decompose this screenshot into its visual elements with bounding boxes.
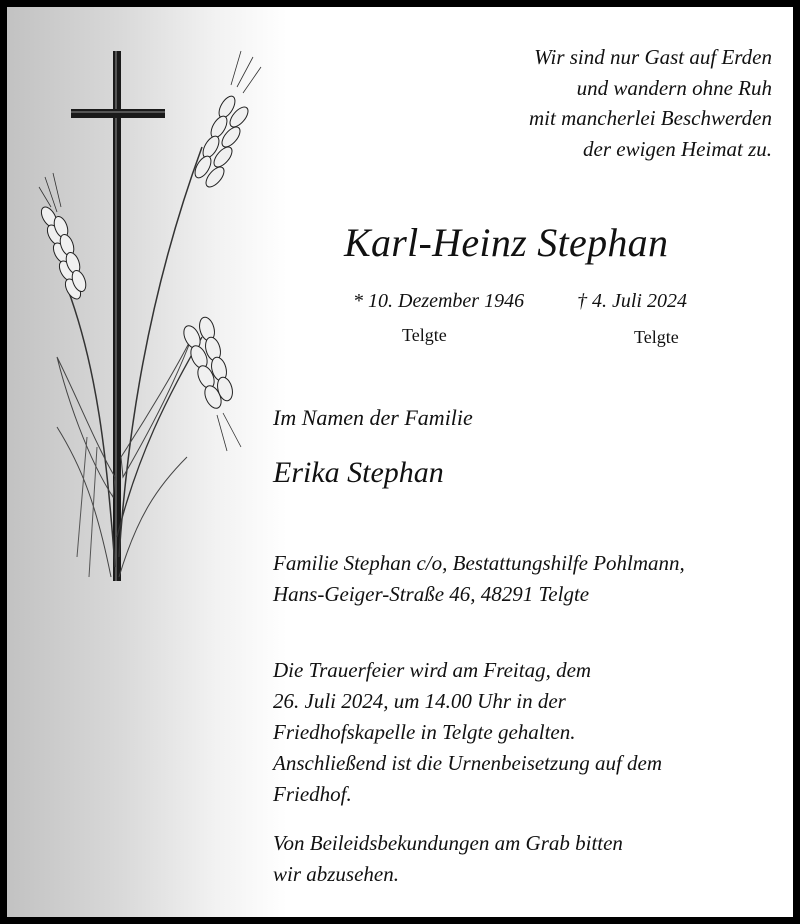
ceremony-line: Friedhofskapelle in Telgte gehalten. (273, 720, 576, 744)
ceremony-line: Friedhof. (273, 782, 352, 806)
death-place: Telgte (634, 327, 679, 347)
condolence-line: Von Beileidsbekundungen am Grab bitten (273, 831, 623, 855)
signer-name: Erika Stephan (273, 456, 444, 489)
ceremony-line: Anschließend ist die Urnenbeisetzung auf dem (273, 751, 663, 775)
poem-line: der ewigen Heimat zu. (583, 136, 772, 161)
address-block (273, 548, 685, 610)
deceased-name: Karl-Heinz Stephan (344, 220, 669, 265)
birth-place: Telgte (402, 325, 447, 345)
death-date: † 4. Juli 2024 (577, 290, 687, 312)
condolence-line: wir abzusehen. (273, 862, 399, 886)
ceremony-line: Die Trauerfeier wird am Freitag, dem (273, 658, 592, 682)
poem-line: mit mancherlei Beschwerden (529, 106, 772, 130)
family-line: Im Namen der Familie (273, 405, 473, 430)
poem-line: und wandern ohne Ruh (576, 75, 772, 100)
cross-with-wheat-icon (27, 37, 267, 597)
address-line: Familie Stephan c/o, Bestattungshilfe Pohlmann, (273, 551, 685, 575)
address-line: Hans-Geiger-Straße 46, 48291 Telgte (273, 582, 590, 606)
poem-line: Wir sind nur Gast auf Erden (534, 45, 772, 69)
birth-date: * 10. Dezember 1946 (353, 290, 525, 312)
condolence-note (273, 828, 623, 890)
poem (529, 42, 772, 164)
ceremony-line: 26. Juli 2024, um 14.00 Uhr in der (273, 689, 566, 713)
ceremony-info (273, 655, 662, 810)
obituary-card (7, 7, 793, 917)
